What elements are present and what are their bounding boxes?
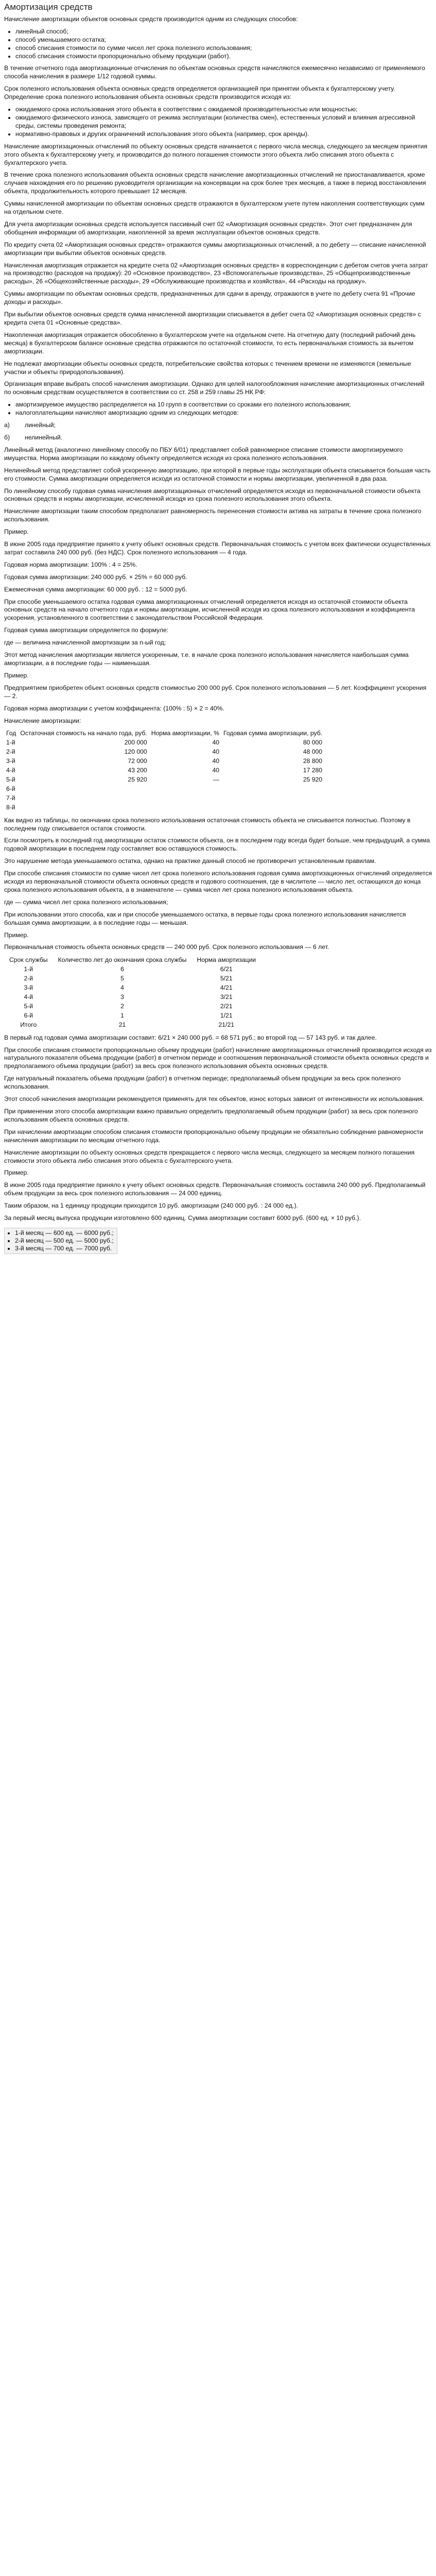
table-cell: 28 800 (303, 757, 323, 765)
paragraph: В июне 2005 года предприятие принято к учету объект основных средств. Первоначальная стоимость с учетом всех фактически осуществленных затрат составила 240 000 руб. (без НДС). Срок полезного использования — 4 года. (4, 540, 431, 556)
table-cell: 4-й (6, 767, 15, 774)
table-cell (18, 803, 149, 812)
table-cell: 40 (212, 757, 220, 765)
table-header: Количество лет до окончания срока службы (58, 956, 187, 964)
monthly-output-box (4, 1228, 117, 1254)
paragraph: Линейный метод (аналогично линейному способу по ПБУ 6/01) представляет собой равномерное списание стоимости амортизируемого имущества. Норма амортизации по каждому объекту определяется исходя из срока полезного использования. (4, 446, 403, 462)
useful-life-list (4, 106, 432, 139)
table-cell: 2-й (24, 975, 33, 982)
table-cell: 40 (212, 767, 220, 774)
sum-of-years-table (4, 956, 261, 1029)
methods-list (4, 28, 432, 61)
table-cell: 17 280 (303, 767, 323, 774)
paragraph: Накопленная амортизация отражается обособленно в бухгалтерском учете на отдельном счете. На отчетную дату (последний рабочий день месяца) в бухгалтерском балансе основные средства отражаются по остаточной стоимости, то есть первоначальная стоимость за вычетом амортизации. (4, 331, 416, 355)
table-cell (149, 803, 221, 812)
table-cell: 21/21 (218, 1021, 234, 1028)
table-cell: Итого (20, 1021, 37, 1028)
list-item: • амортизируемое имущество распределяется на 10 групп в соответствии со сроками его полезного использования; (15, 401, 432, 409)
paragraph: При использовании этого способа, как и при способе уменьшаемого остатка, в первые годы срока полезного использования начисляется большая сумма амортизации, а в последние годы — меньшая. (4, 910, 406, 926)
table-cell: 4-й (24, 993, 33, 1001)
paragraph: Суммы начисленной амортизации по объектам основных средств отражаются в бухгалтерском учете путем накопления соответствующих сумм на отдельном счете. (4, 200, 425, 216)
paragraph: По линейному способу годовая сумма начисления амортизационных отчислений определяется исходя из первоначальной стоимости объекта основных средств и нормы амортизации, исчисленной исходя из срока полезного использования этого объекта. (4, 487, 421, 503)
table-row (4, 766, 324, 775)
table-cell: 40 (212, 739, 220, 747)
paragraph: Срок полезного использования объекта основных средств определяется организацией при принятии объекта к бухгалтерскому учету. Определение срока полезного использования объекта основных средств производится исходя из: (4, 85, 395, 101)
tax-method-text: нелинейный. (25, 433, 63, 441)
paragraph: Таким образом, на 1 единицу продукции приходится 10 руб. амортизации (240 000 руб. : 24 000 ед.). (4, 1202, 298, 1210)
table-cell: 1/21 (220, 1011, 233, 1019)
paragraph: Годовая норма амортизации с учетом коэффициента: (100% : 5) × 2 = 40%. (4, 704, 224, 712)
tax-method-text: линейный; (25, 421, 56, 429)
table-cell: 5-й (24, 1002, 33, 1010)
table-row (4, 785, 324, 794)
paragraph: При способе уменьшаемого остатка годовая сумма амортизационных отчислений определяется исходя из остаточной стоимости объекта основных средств на начало отчетного года и нормы амортизации, исчисленной исходя из срока полезного использования и коэффициента ускорения, установленного в соответствии с законодательством Российской Федерации. (4, 598, 415, 622)
list-item: • нормативно-правовых и других ограничений использования этого объекта (например, срок аренды). (15, 130, 432, 139)
table-row (4, 1021, 261, 1030)
paragraph: Для учета амортизации основных средств используется пассивный счет 02 «Амортизация основных средств». Этот счет предназначен для обобщения информации об амортизации, накопленной за время эксплуатации объектов основных средств. (4, 220, 412, 236)
tax-method-label: б) (4, 433, 10, 441)
table-row (4, 794, 324, 803)
table-cell: 72 000 (128, 757, 147, 765)
table-row (4, 738, 324, 748)
table-cell: 4 (120, 984, 124, 992)
formula-note: где — сумма чисел лет срока полезного использования; (4, 898, 168, 906)
table-cell: 6 (120, 965, 124, 973)
table-row (4, 757, 324, 766)
paragraph: Начисление амортизации по объекту основных средств прекращается с первого числа месяца, следующего за месяцем полного погашения стоимости этого объекта либо списания этого объекта с бухгалтерского учета. (4, 1148, 415, 1164)
paragraph: Этот способ начисления амортизации рекомендуется применять для тех объектов, износ которых зависит от интенсивности их использования. (4, 1095, 425, 1103)
table-cell: 2 (120, 1002, 124, 1010)
paragraph: Это нарушение метода уменьшаемого остатка, однако на практике данный способ не противоречит установленным правилам. (4, 857, 376, 865)
paragraph: В течение отчетного года амортизационные отчисления по объектам основных средств начисляются ежемесячно независимо от применяемого способа начисления в размере 1/12 годовой суммы. (4, 64, 425, 80)
paragraph: Нелинейный метод представляет собой ускоренную амортизацию, при которой в первые годы эксплуатации объекта списывается большая часть его стоимости. Сумма амортизации определяется исходя из остаточной стоимости и нормы амортизации, увеличенной в два раза. (4, 466, 431, 482)
tax-method-label: а) (4, 421, 10, 429)
table-header: Годовая сумма амортизации, руб. (223, 730, 323, 737)
example-label: Пример. (4, 528, 29, 536)
paragraph: В течение срока полезного использования объекта основных средств начисление амортизационных отчислений не приостанавливается, кроме случаев нахождения его по решению руководителя организации на консервации на срок более трех месяцев, а также в период восстановления объекта, продолжительность которого превышает 12 месяцев. (4, 171, 426, 195)
paragraph: Первоначальная стоимость объекта основных средств — 240 000 руб. Срок полезного использования — 6 лет. (4, 943, 329, 951)
paragraph: Как видно из таблицы, по окончании срока полезного использования остаточная стоимость объекта не списывается полностью. Поэтому в последнем году списывается остаток стоимости. (4, 816, 411, 832)
paragraph: Начисленная амортизация отражается на кредите счета 02 «Амортизация основных средств» в корреспонденции с дебетом счетов учета затрат на производство (расходов на продажу): 20 «Основное производство», 23 «Вспомогательные производства», 25 «Общепроизводственные расходы», 26 «Общехозяйственные расходы», 29 «Обслуживающие производства и хозяйства», 44 «Расходы на продажу». (4, 261, 428, 285)
paragraph: Организация вправе выбрать способ начисления амортизации. Однако для целей налогообложения начисление амортизационных отчислений по основным средствам осуществляется в соответствии со ст. 258 и 259 главы 25 НК РФ: (4, 380, 425, 396)
list-item: • способ уменьшаемого остатка; (15, 36, 432, 44)
example-label: Пример. (4, 931, 29, 939)
paragraph: В июне 2005 года предприятие приняло к учету объект основных средств. Первоначальная стоимость составила 240 000 руб. Предполагаемый объем продукции за весь срок полезного использования — 24 000 единиц. (4, 1181, 426, 1197)
table-cell (18, 794, 149, 803)
table-row (4, 993, 261, 1002)
table-cell: 3/21 (220, 993, 233, 1001)
paragraph: Этот метод начисления амортизации является ускоренным, т.е. в начале срока полезного использования начисляется наибольшая сумма амортизации, а в последние годы — наименьшая. (4, 651, 409, 667)
table-cell: 1-й (24, 965, 33, 973)
paragraph: Годовая норма амортизации: 100% : 4 = 25%. (4, 561, 137, 568)
table-cell: 3-й (6, 757, 15, 765)
table-cell: 3 (120, 993, 124, 1001)
paragraph: Годовая сумма амортизации определяется по формуле: (4, 626, 169, 634)
table-cell (18, 785, 149, 794)
table-cell: 2-й (6, 748, 15, 756)
paragraph: При выбытии объектов основных средств сумма начисленной амортизации списывается в дебет счета 02 «Амортизация основных средств» с кредита счета 01 «Основные средства». (4, 311, 421, 326)
table-header: Год (6, 730, 16, 737)
list-item: • 2-й месяц — 500 ед. — 5000 руб.; (15, 1237, 114, 1245)
table-cell (221, 803, 324, 812)
table-cell: 43 200 (128, 767, 147, 774)
list-item: • 3-й месяц — 700 ед. — 7000 руб. (15, 1245, 114, 1252)
paragraph: Предприятием приобретен объект основных средств стоимостью 200 000 руб. Срок полезного использования — 5 лет. Коэффициент ускорения — 2. (4, 684, 427, 700)
table-cell: 21 (118, 1021, 126, 1028)
table-cell: 6/21 (220, 965, 233, 973)
table-row (4, 748, 324, 757)
table-cell: 200 000 (124, 739, 147, 747)
paragraph: Суммы амортизации по объектам основных средств, предназначенных для сдачи в аренду, отражаются в учете по дебету счета 91 «Прочие доходы и расходы». (4, 290, 415, 306)
table-header: Срок службы (9, 956, 48, 964)
table-cell (221, 794, 324, 803)
table-cell: 5-й (6, 775, 15, 783)
table-row (4, 1002, 261, 1011)
table-row (4, 984, 261, 993)
table-cell: 1-й (6, 739, 15, 747)
paragraph: При начислении амортизации способом списания стоимости пропорционально объему продукции не обязательно соблюдение равномерности начисления амортизации по месяцам отчетного года. (4, 1128, 423, 1144)
table-cell: 40 (212, 748, 220, 756)
table-cell: 5/21 (220, 975, 233, 982)
table-header-row (4, 729, 324, 738)
table-cell: 25 920 (303, 775, 323, 783)
paragraph: При способе списания стоимости по сумме чисел лет срока полезного использования годовая сумма амортизационных отчислений определяется исходя из первоначальной стоимости объекта основных средств и годового соотношения, где в числителе — число лет, остающихся до конца срока полезного использования объекта, а в знаменателе — сумма чисел лет срока полезного использования объекта. (4, 870, 432, 893)
list-item: • способ списания стоимости по сумме чисел лет срока полезного использования; (15, 44, 432, 53)
paragraph: Начисление амортизации объектов основных средств производится одним из следующих способов: (4, 15, 298, 23)
list-item: • ожидаемого физического износа, зависящего от режима эксплуатации (количества смен), естественных условий и влияния агрессивной среды, системы проведения ремонта; (15, 114, 432, 130)
paragraph: Начисление амортизационных отчислений по объекту основных средств начинается с первого числа месяца, следующего за месяцем принятия этого объекта к бухгалтерскому учету, и производится до полного погашения стоимости этого объекта либо списания этого объекта с бухгалтерского учета. (4, 142, 427, 166)
list-item: • способ списания стоимости пропорционально объему продукции (работ). (15, 53, 432, 61)
paragraph: Начисление амортизации таким способом предполагает равномерность перенесения стоимости актива на затраты в течение срока полезного использования. (4, 507, 422, 523)
monthly-output-list (6, 1229, 114, 1252)
paragraph: где — величина начисленной амортизации за n-ый год; (4, 639, 166, 647)
table-header: Остаточная стоимость на начало года, руб. (20, 730, 147, 737)
paragraph: В первый год годовая сумма амортизации составит: 6/21 × 240 000 руб. = 68 571 руб.; во второй год — 57 143 руб. и так далее. (4, 1033, 377, 1041)
table-row (4, 803, 324, 812)
table-cell: 5 (120, 975, 124, 982)
table-header-row (4, 956, 261, 965)
table-cell: 6-й (24, 1011, 33, 1019)
table-cell (149, 785, 221, 794)
paragraph: Не подлежат амортизации объекты основных средств, потребительские свойства которых с течением времени не изменяются (земельные участки и объекты природопользования). (4, 360, 411, 376)
page-title: Амортизация средств (4, 2, 93, 12)
paragraph: Где натуральный показатель объема продукции (работ) в отчетном периоде; предполагаемый объем продукции за весь срок полезного использования. (4, 1075, 401, 1091)
tax-method-b (4, 434, 432, 442)
table-cell: 25 920 (128, 775, 147, 783)
list-item: • налогоплательщики начисляют амортизацию одним из следующих методов: (15, 409, 432, 417)
example-label: Пример. (4, 1169, 29, 1177)
table-cell: 120 000 (124, 748, 147, 756)
list-item: • 1-й месяц — 600 ед. — 6000 руб.; (15, 1229, 114, 1237)
document-page (0, 0, 436, 1254)
table-cell: — (213, 775, 220, 783)
table-cell: 80 000 (303, 739, 323, 747)
table-cell: 8-й (6, 803, 15, 811)
table-row (4, 775, 324, 785)
table-cell (221, 785, 324, 794)
table-cell: 7-й (6, 794, 15, 802)
paragraph: За первый месяц выпуска продукции изготовлено 600 единиц. Сумма амортизации составит 6000 руб. (600 ед. × 10 руб.). (4, 1214, 361, 1222)
list-item: • ожидаемого срока использования этого объекта в соответствии с ожидаемой производительностью или мощностью; (15, 106, 432, 114)
table-row (4, 1011, 261, 1021)
table-cell: 3-й (24, 984, 33, 992)
table-cell: 2/21 (220, 1002, 233, 1010)
tax-method-a (4, 421, 432, 430)
paragraph: Годовая сумма амортизации: 240 000 руб. × 25% = 60 000 руб. (4, 573, 187, 581)
table-row (4, 974, 261, 984)
example-label: Пример. (4, 671, 29, 679)
table-row (4, 965, 261, 974)
paragraph: Начисление амортизации: (4, 717, 81, 724)
depreciation-table (4, 729, 324, 812)
table-header: Норма амортизации (197, 956, 256, 964)
tax-list (4, 401, 432, 417)
table-cell: 48 000 (303, 748, 323, 756)
paragraph: При способе списания стоимости пропорционально объему продукции (работ) начисление амортизационных отчислений производится исходя из натурального показателя объема продукции (работ) в отчетном периоде и соотношения первоначальной стоимости объекта основных средств и предполагаемого объема продукции (работ) за весь срок полезного использования объекта основных средств. (4, 1046, 432, 1070)
paragraph: По кредиту счета 02 «Амортизация основных средств» отражаются суммы амортизационных отчислений, а по дебету — списание начисленной амортизации при выбытии объектов основных средств. (4, 241, 426, 257)
table-header: Норма амортизации, % (151, 730, 220, 737)
table-cell: 1 (120, 1011, 124, 1019)
table-cell (149, 794, 221, 803)
table-cell: 6-й (6, 785, 15, 792)
list-item: • линейный способ; (15, 28, 432, 36)
paragraph: При применении этого способа амортизации важно правильно определить предполагаемый объем продукции (работ) за весь срок полезного использования объекта основных средств. (4, 1107, 418, 1123)
paragraph: Ежемесячная сумма амортизации: 60 000 руб. : 12 = 5000 руб. (4, 585, 187, 593)
table-cell: 4/21 (220, 984, 233, 992)
paragraph: Если посмотреть в последний год амортизации остаток стоимости объекта, он в последнем году всегда будет больше, чем предыдущий, а сумма годовой амортизации в последнем году составляет всю оставшуюся стоимость. (4, 837, 430, 853)
